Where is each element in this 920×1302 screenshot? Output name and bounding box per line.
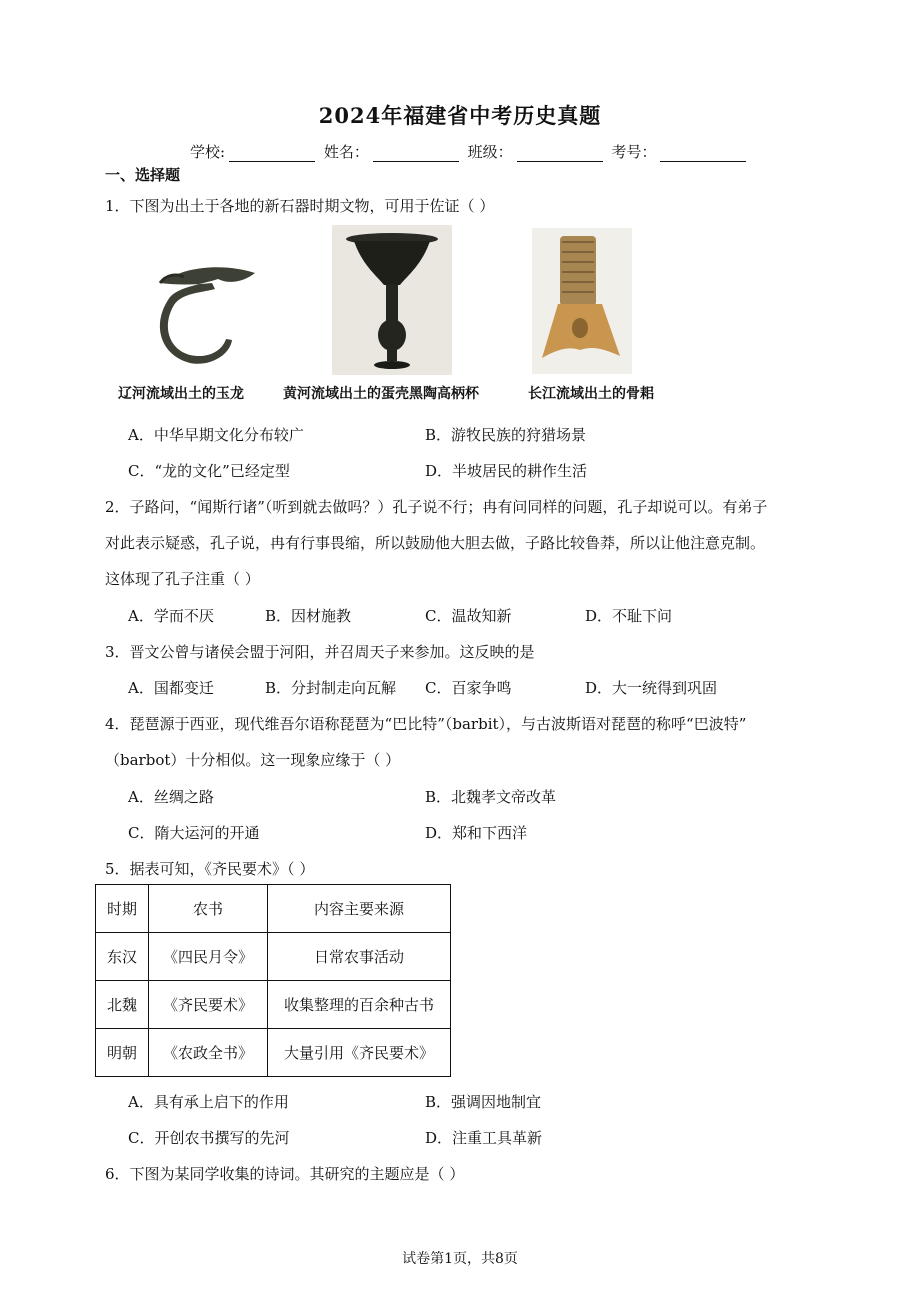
table-row <box>96 933 451 981</box>
cup-lower-stem <box>387 349 397 361</box>
q3-stem: 3．晋文公曾与诸侯会盟于河阳，并召周天子来参加。这反映的是 <box>105 643 535 661</box>
eggshell-cup-image <box>332 225 452 375</box>
school-blank[interactable] <box>229 147 315 162</box>
section-heading: 一、选择题 <box>105 166 181 184</box>
q5-option-c[interactable]: C．开创农书撰写的先河 <box>128 1129 290 1147</box>
caption-bone-spade: 长江流域出土的骨耜 <box>528 386 654 402</box>
jade-dragon-body <box>160 267 255 363</box>
table-cell: 大量引用《齐民要术》 <box>268 1029 451 1077</box>
q2-stem-line1: 2．子路问，“闻斯行诸”（听到就去做吗？）孔子说不行；冉有问同样的问题，孔子却说可以。有弟子 <box>105 498 768 516</box>
q2-stem-line2: 对此表示疑惑，孔子说，冉有行事畏缩，所以鼓励他大胆去做，子路比较鲁莽，所以让他注意克制。 <box>105 534 766 552</box>
table-row <box>96 1029 451 1077</box>
q1-stem: 1．下图为出土于各地的新石器时期文物，可用于佐证（ ） <box>105 197 495 215</box>
q1-option-d[interactable]: D．半坡居民的耕作生活 <box>425 462 588 480</box>
q1-option-b[interactable]: B．游牧民族的狩猎场景 <box>425 426 587 444</box>
caption-jade-dragon: 辽河流域出土的玉龙 <box>118 386 244 402</box>
table-header-cell: 农书 <box>149 885 268 933</box>
name-blank[interactable] <box>373 147 459 162</box>
q2-option-a[interactable]: A．学而不厌 <box>128 607 214 625</box>
table-cell: 《四民月令》 <box>149 933 268 981</box>
q5-option-a[interactable]: A．具有承上启下的作用 <box>128 1093 289 1111</box>
q1-option-c[interactable]: C．“龙的文化”已经定型 <box>128 462 290 480</box>
q3-option-d[interactable]: D．大一统得到巩固 <box>585 679 718 697</box>
number-blank[interactable] <box>660 147 746 162</box>
table-cell: 明朝 <box>96 1029 149 1077</box>
class-label: 班级： <box>467 143 513 161</box>
table-cell: 北魏 <box>96 981 149 1029</box>
q4-option-b[interactable]: B．北魏孝文帝改革 <box>425 788 557 806</box>
table-cell: 东汉 <box>96 933 149 981</box>
q2-stem-line3: 这体现了孔子注重（ ） <box>105 570 260 588</box>
q4-option-d[interactable]: D．郑和下西洋 <box>425 824 528 842</box>
q3-option-c[interactable]: C．百家争鸣 <box>425 679 512 697</box>
jade-dragon-image <box>130 255 270 375</box>
cup-bulb <box>378 319 406 351</box>
q4-stem-line1: 4．琵琶源于西亚，现代维吾尔语称琵琶为“巴比特”（barbit），与古波斯语对琵琶的称呼“巴波特” <box>105 715 747 733</box>
number-label: 考号： <box>611 143 657 161</box>
page-footer: 试卷第1页，共8页 <box>402 1251 518 1267</box>
q4-option-a[interactable]: A．丝绸之路 <box>128 788 214 806</box>
cup-base <box>374 361 410 369</box>
q4-option-c[interactable]: C．隋大运河的开通 <box>128 824 260 842</box>
student-info-line <box>190 141 750 162</box>
spade-hole <box>572 318 588 338</box>
q2-option-d[interactable]: D．不耻下问 <box>585 607 673 625</box>
table-cell: 日常农事活动 <box>268 933 451 981</box>
q6-stem: 6．下图为某同学收集的诗词。其研究的主题应是（ ） <box>105 1165 465 1183</box>
q3-option-b[interactable]: B．分封制走向瓦解 <box>265 679 397 697</box>
bone-spade-image <box>532 228 632 374</box>
class-blank[interactable] <box>517 147 603 162</box>
table-header-cell: 内容主要来源 <box>268 885 451 933</box>
table-cell: 《齐民要术》 <box>149 981 268 1029</box>
name-label: 姓名： <box>323 143 369 161</box>
q5-table <box>95 884 451 1077</box>
q3-option-a[interactable]: A．国都变迁 <box>128 679 214 697</box>
q2-option-c[interactable]: C．温故知新 <box>425 607 512 625</box>
table-header-row <box>96 885 451 933</box>
caption-pottery-cup: 黄河流域出土的蛋壳黑陶高柄杯 <box>283 386 479 402</box>
table-row <box>96 981 451 1029</box>
q5-option-d[interactable]: D．注重工具革新 <box>425 1129 543 1147</box>
table-cell: 《农政全书》 <box>149 1029 268 1077</box>
q2-option-b[interactable]: B．因材施教 <box>265 607 352 625</box>
q5-stem: 5．据表可知，《齐民要术》（ ） <box>105 860 315 878</box>
q5-option-b[interactable]: B．强调因地制宜 <box>425 1093 542 1111</box>
table-header-cell: 时期 <box>96 885 149 933</box>
exam-title: 2024年福建省中考历史真题 <box>318 103 602 128</box>
school-label: 学校: <box>190 143 226 161</box>
table-cell: 收集整理的百余种古书 <box>268 981 451 1029</box>
q1-option-a[interactable]: A．中华早期文化分布较广 <box>128 426 304 444</box>
q4-stem-line2: （barbot）十分相似。这一现象应缘于（ ） <box>105 751 401 769</box>
